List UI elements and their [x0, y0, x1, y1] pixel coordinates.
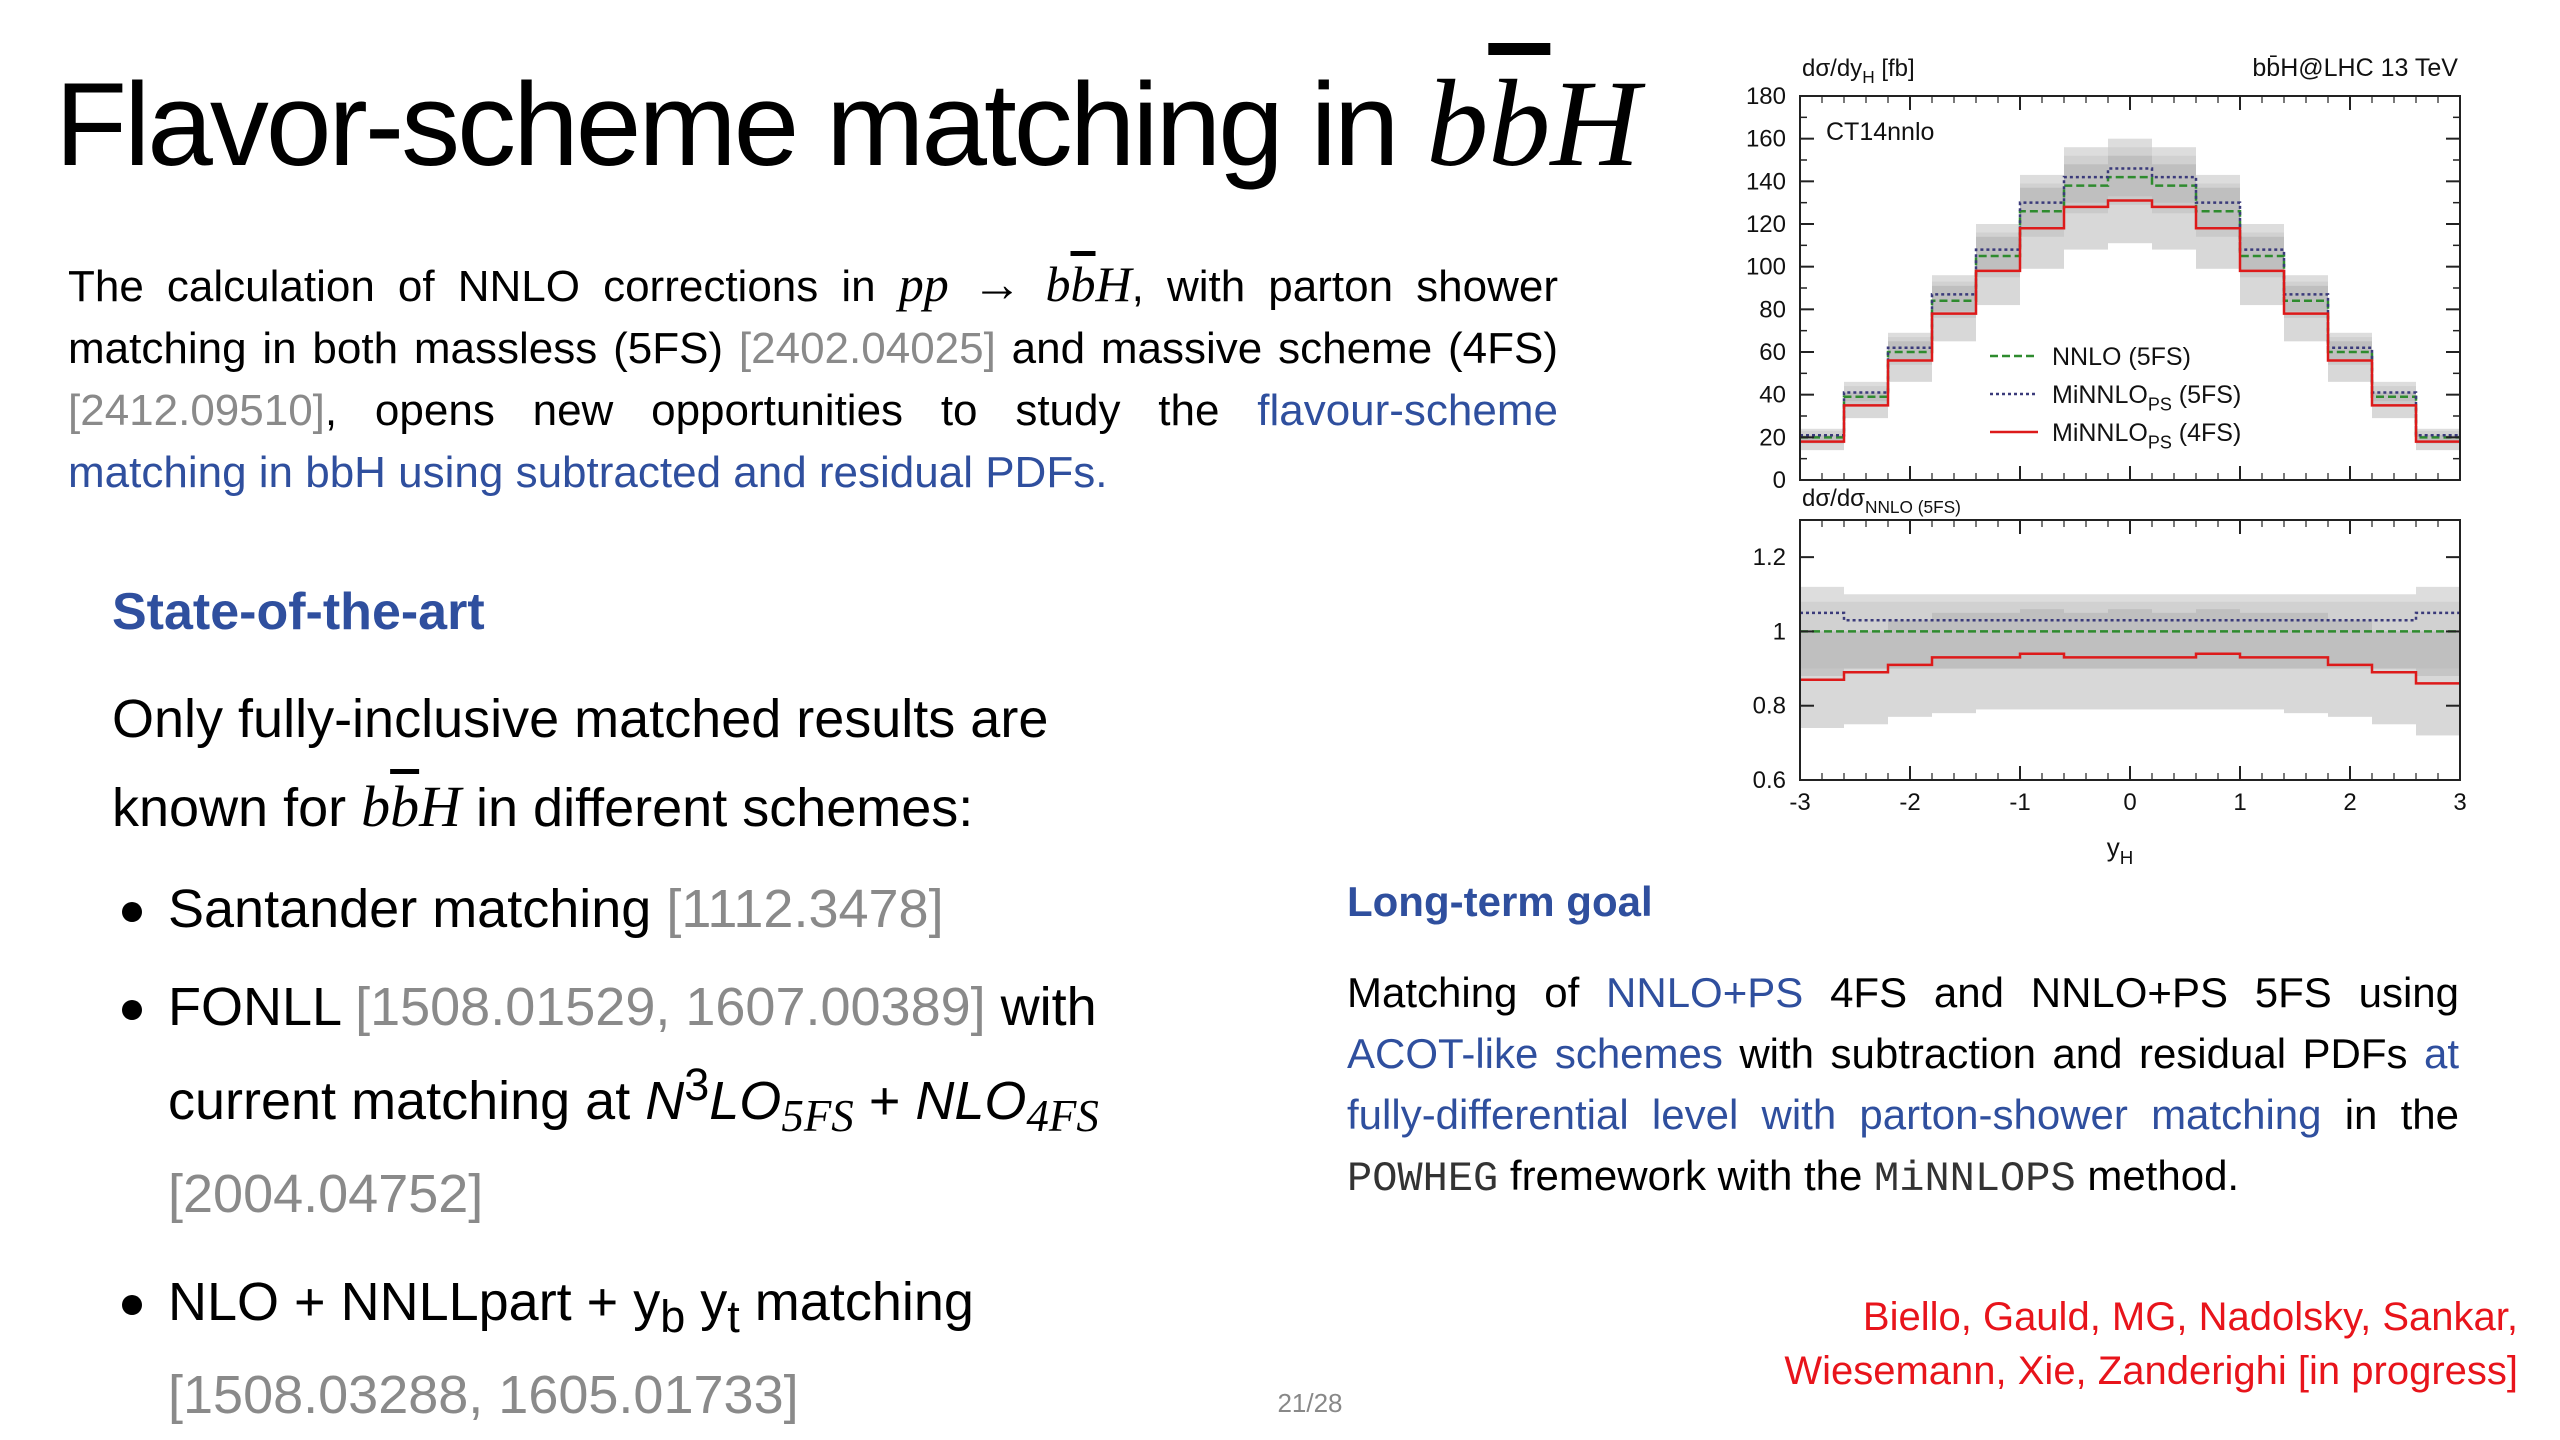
y-tick-label: 160 [1745, 125, 1786, 153]
process-formula [899, 256, 1132, 312]
x-tick-label: -1 [2009, 789, 2031, 816]
formula-sub: 5FS [781, 1090, 854, 1141]
reference: [1508.03288, 1605.01733] [168, 1364, 799, 1425]
ratio-panel-uncertainty-band [2328, 620, 2372, 717]
y-tick-label: 20 [1759, 424, 1786, 452]
y-tick-label: 0.6 [1752, 767, 1786, 794]
code-name: MiNNLOPS [1874, 1155, 2076, 1203]
intro-text: , with parton shower matching in both massless (5FS) [68, 262, 1558, 373]
goal-text-part: in the [2321, 1091, 2459, 1138]
goal-highlight: at fully-differential level with parton-shower matching [1347, 1030, 2459, 1138]
ratio-panel-uncertainty-band [2196, 609, 2240, 709]
y-tick-label: 80 [1759, 296, 1786, 324]
ratio-panel-uncertainty-band [2108, 609, 2152, 709]
list-item [118, 1263, 1218, 1434]
x-tick-label: -2 [1899, 789, 1921, 816]
y-tick-label: 120 [1745, 211, 1786, 238]
goal-highlight: NNLO+PS [1606, 969, 1804, 1016]
reference: [1112.3478] [666, 879, 944, 939]
formula-b: b [1045, 256, 1071, 312]
goal-highlight: ACOT-like schemes [1347, 1030, 1723, 1077]
sota-text-part: Only fully-inclusive matched results are known for [112, 689, 1049, 838]
intro-highlight: flavour-scheme matching in bbH using subtracted and residual PDFs. [68, 386, 1558, 497]
formula-bbar: $\overline{b}$ [390, 774, 420, 839]
goal-text-part: fremework with the [1498, 1152, 1875, 1199]
legend-label: NNLO (5FS) [2052, 343, 2191, 371]
y-tick-label: 1.2 [1752, 544, 1786, 572]
y-tick-label: 100 [1745, 253, 1786, 281]
matching-formula [645, 1059, 1099, 1141]
bullet-text: with current matching at [168, 977, 1097, 1131]
long-term-goal-text [1347, 962, 2459, 1210]
slide-title [55, 50, 1640, 199]
bullet-label: Santander matching [168, 879, 667, 939]
title-text: Flavor-scheme matching in [55, 59, 1427, 191]
goal-text-part: 4FS and NNLO+PS 5FS using [1803, 969, 2459, 1016]
y-tick-label: 1 [1772, 618, 1786, 646]
formula-part: N [645, 1071, 685, 1131]
formula-sub: 4FS [1026, 1090, 1099, 1141]
intro-text: The calculation of NNLO corrections in [68, 262, 899, 311]
intro-text: and massive scheme (4FS) [995, 324, 1558, 373]
x-tick-label: 1 [2233, 789, 2247, 816]
reference: [2412.09510] [68, 386, 325, 435]
formula-part: NLO [915, 1071, 1027, 1131]
bullet-label: y [685, 1271, 728, 1332]
ratio-panel-uncertainty-band [2372, 631, 2416, 724]
formula-sup: 3 [684, 1059, 710, 1110]
title-formula-h: H [1550, 55, 1640, 192]
pdf-set-label: CT14nnlo [1826, 118, 1935, 146]
x-tick-label: -3 [1789, 789, 1811, 816]
subscript: t [727, 1290, 740, 1342]
formula-arrow: → [948, 256, 1046, 312]
y-tick-label: 180 [1745, 83, 1786, 110]
sota-text-part: in different schemes: [461, 778, 974, 838]
subscript: b [660, 1290, 686, 1342]
authors-line: Wiesemann, Xie, Zanderighi [in progress] [1784, 1349, 2518, 1393]
long-term-goal-heading: Long-term goal [1347, 878, 1653, 925]
ratio-panel-uncertainty-band [2064, 613, 2108, 710]
formula-b: b [361, 774, 391, 839]
x-axis-label: $y_H$ [2106, 832, 2134, 868]
state-of-art-text [112, 675, 1172, 852]
formula-bbar: $\overline{b}$ [1070, 256, 1096, 312]
y-tick-label: 0 [1772, 467, 1786, 494]
ratio-panel-uncertainty-band [2152, 613, 2196, 710]
ratio-panel-uncertainty-band [1932, 613, 1976, 713]
title-formula [1426, 55, 1640, 192]
x-tick-label: 2 [2343, 789, 2357, 816]
ratio-y-axis-label: $d\sigma/d\sigma_{NNLO (5FS)}$ [1802, 485, 1961, 518]
main-y-axis-label: $d\sigma/dy_H$ [fb] [1802, 55, 1915, 88]
formula-plus: + [853, 1071, 916, 1131]
authors-line: Biello, Gauld, MG, Nadolsky, Sankar, [1862, 1295, 2518, 1339]
list-item [118, 968, 1218, 1233]
page-number: 21/28 [1277, 1388, 1343, 1418]
y-tick-label: 40 [1759, 381, 1786, 409]
intro-paragraph [68, 253, 1558, 504]
goal-text-part: method. [2075, 1152, 2240, 1199]
legend-label: MiNNLO$_{PS}$ (4FS) [2052, 419, 2242, 453]
code-name: POWHEG [1347, 1155, 1499, 1203]
ratio-panel-uncertainty-band [1888, 620, 1932, 717]
rapidity-chart-svg [1720, 48, 2480, 880]
legend-label: MiNNLO$_{PS}$ (5FS) [2052, 381, 2242, 415]
y-tick-label: 0.8 [1752, 692, 1786, 720]
bullet-label: matching [739, 1271, 974, 1332]
formula-h: H [1095, 256, 1132, 312]
x-tick-label: 3 [2453, 789, 2467, 816]
bullet-label: NLO + NNLLpart + y [168, 1271, 661, 1332]
title-formula-bbar: b [1488, 55, 1551, 192]
scheme-list [118, 870, 1218, 1434]
reference: [1508.01529, 1607.00389] [355, 977, 986, 1037]
ratio-panel-uncertainty-band [2284, 613, 2328, 713]
sota-formula [361, 774, 461, 839]
goal-text-part: Matching of [1347, 969, 1607, 1016]
y-tick-label: 140 [1745, 168, 1786, 196]
y-tick-label: 60 [1759, 339, 1786, 366]
process-label: bb̄H@LHC 13 TeV [2252, 54, 2458, 82]
title-formula-b: b [1426, 55, 1489, 192]
list-item [118, 870, 1218, 948]
ratio-panel-uncertainty-band [2240, 613, 2284, 710]
ratio-panel-uncertainty-band [1976, 613, 2020, 710]
reference: [2402.04025] [738, 324, 996, 373]
goal-text-part: with subtraction and residual PDFs [1722, 1030, 2424, 1077]
ratio-panel-uncertainty-band [1844, 631, 1888, 724]
x-tick-label: 0 [2123, 789, 2137, 816]
rapidity-chart [1720, 48, 2480, 880]
formula-h: H [419, 774, 462, 839]
reference: [2004.04752] [168, 1163, 484, 1224]
authors [1618, 1290, 2518, 1398]
ratio-panel-uncertainty-band [2020, 609, 2064, 709]
state-of-art-heading: State-of-the-art [112, 583, 485, 641]
bullet-label: FONLL [168, 977, 356, 1037]
formula-pp: pp [898, 256, 949, 312]
intro-text: , opens new opportunities to study the [324, 386, 1258, 435]
formula-part: LO [709, 1071, 782, 1131]
